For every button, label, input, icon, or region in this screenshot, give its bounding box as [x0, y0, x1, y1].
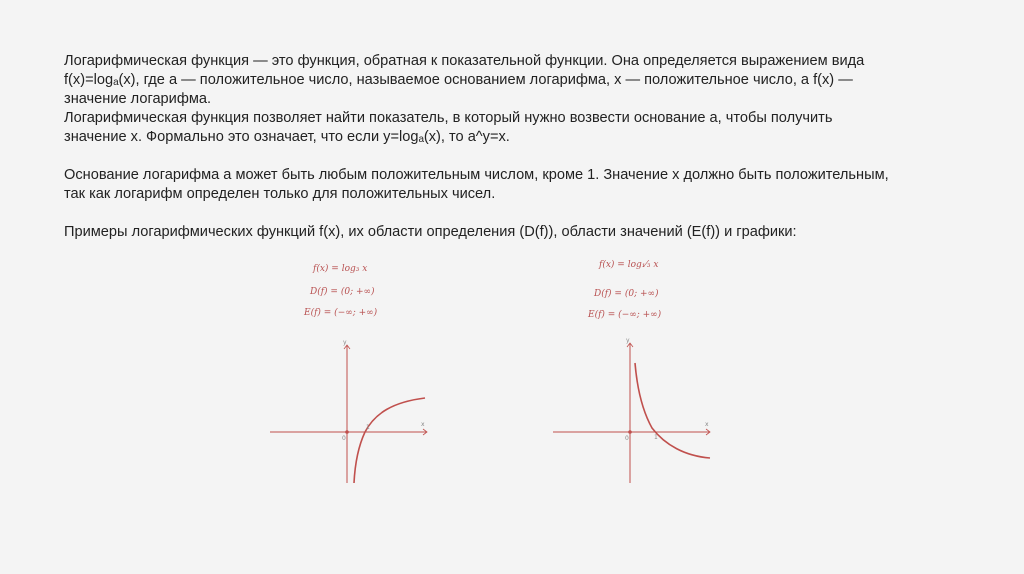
text-block — [64, 52, 994, 242]
example-2-domain: D(f) = (0; +∞) — [594, 289, 659, 299]
x-axis-label: x — [705, 421, 709, 428]
paragraph-meaning-line-1: Логарифмическая функция позволяет найти показатель, в который нужно возвести основание a, чтобы получить — [64, 110, 833, 126]
x-axis-label: x — [421, 421, 425, 428]
origin-label: 0 — [342, 435, 346, 442]
spacer — [64, 147, 994, 166]
paragraph-meaning-line-2: значение x. Формально это означает, что если y=logₐ(x), то a^y=x. — [64, 129, 510, 145]
paragraph-definition-line-1: Логарифмическая функция — это функция, обратная к показательной функции. Она определяется выражением вида — [64, 53, 865, 69]
paragraph-examples-intro: Примеры логарифмических функций f(x), их области определения (D(f)), области значений (E(f)) и графики: — [64, 224, 797, 240]
log3-curve — [354, 398, 425, 483]
example-1-domain: D(f) = (0; +∞) — [310, 287, 375, 297]
example-2-graph — [550, 335, 720, 485]
example-1-graph — [265, 335, 435, 485]
example-1-range: E(f) = (−∞; +∞) — [304, 308, 378, 318]
example-2-function: f(x) = log₁⁄₃ x — [599, 260, 659, 270]
paragraph-definition-line-2: f(x)=logₐ(x), где a — положительное число, называемое основанием логарифма, x — положительное число, а f(x) — — [64, 72, 853, 88]
y-axis-label: y — [626, 337, 630, 344]
one-label: 1 — [366, 424, 370, 431]
origin-point — [628, 430, 632, 434]
example-2-range: E(f) = (−∞; +∞) — [588, 310, 662, 320]
paragraph-base-line-1: Основание логарифма a может быть любым положительным числом, кроме 1. Значение x должно быть положительным, — [64, 167, 889, 183]
origin-label: 0 — [625, 435, 629, 442]
spacer — [64, 204, 994, 223]
origin-point — [345, 430, 349, 434]
example-1-function: f(x) = log₃ x — [313, 264, 368, 274]
paragraph-definition-line-3: значение логарифма. — [64, 91, 212, 107]
paragraph-base-line-2: так как логарифм определен только для положительных чисел. — [64, 186, 496, 202]
log-one-third-curve — [635, 363, 710, 458]
one-label: 1 — [654, 434, 658, 441]
y-axis-label: y — [343, 339, 347, 346]
